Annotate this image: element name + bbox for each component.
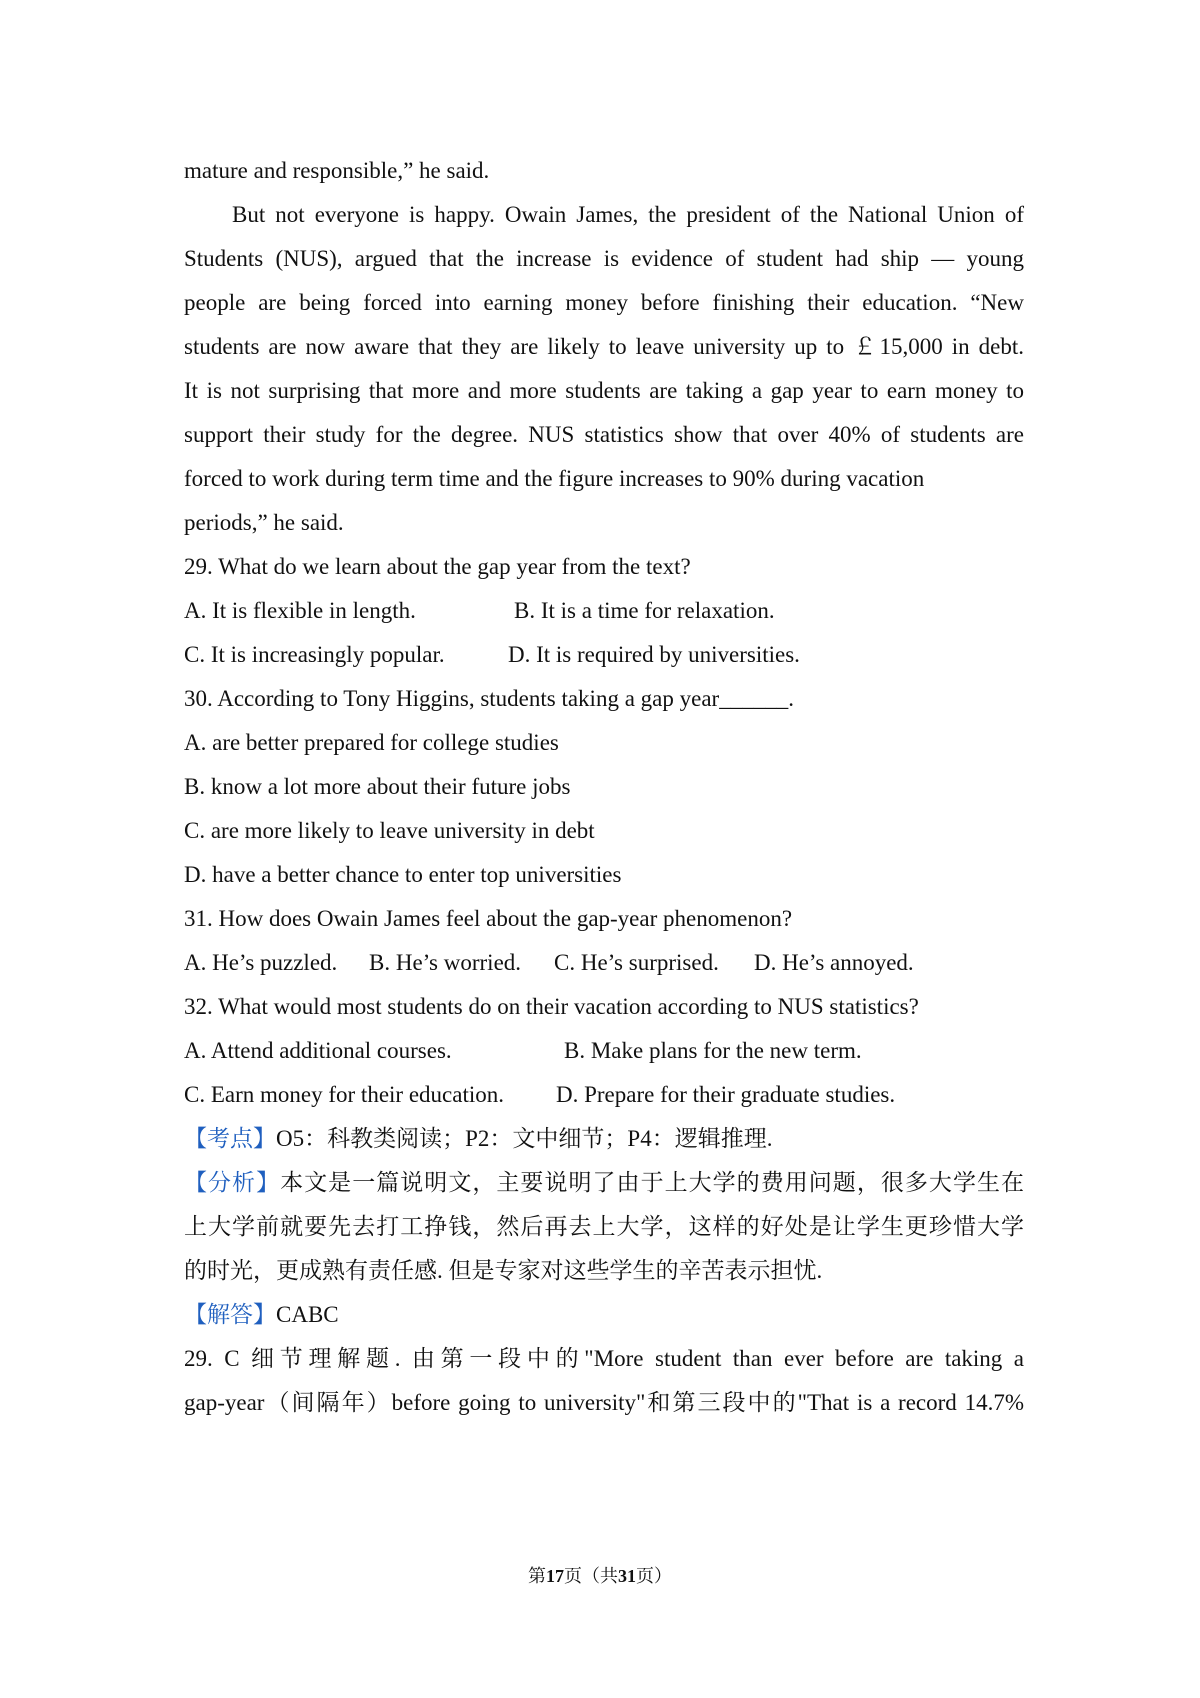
passage-line: support their study for the degree. NUS statistics show that over 40% of students are (184, 422, 1024, 447)
option-c: C. are more likely to leave university in debt (184, 818, 595, 843)
passage-line: students are now aware that they are likely to leave university up to ￡15,000 in debt. (184, 334, 1024, 359)
passage-line: mature and responsible,” he said. (184, 158, 490, 183)
explanation-line: 29. C 细节理解题. 由第一段中的"More student than ever before are taking a (184, 1346, 1024, 1371)
footer-total-pages: 31 (618, 1566, 636, 1586)
fenxi-line: 的时光，更成熟有责任感. 但是专家对这些学生的辛苦表示担忧. (184, 1258, 823, 1283)
passage-line: It is not surprising that more and more students are taking a gap year to earn money to (184, 378, 1024, 403)
fenxi-line (184, 1168, 1024, 1198)
passage-line: But not everyone is happy. Owain James, the president of the National Union of (232, 202, 1024, 227)
option-a: A. Attend additional courses. (184, 1038, 452, 1063)
fenxi-label: 【分析】 (184, 1170, 281, 1195)
option-b: B. It is a time for relaxation. (514, 598, 775, 623)
option-c: C. He’s surprised. (554, 950, 719, 975)
option-d: D. He’s annoyed. (754, 950, 914, 975)
jieda-line (184, 1300, 1024, 1330)
footer-pre: 第 (528, 1566, 546, 1586)
option-b: B. know a lot more about their future jobs (184, 774, 571, 799)
question-stem: 29. What do we learn about the gap year from the text? (184, 554, 691, 579)
option-b: B. He’s worried. (369, 950, 522, 975)
option-d: D. Prepare for their graduate studies. (556, 1082, 896, 1107)
kaodian-text: O5：科教类阅读；P2：文中细节；P4：逻辑推理. (276, 1126, 773, 1151)
jieda-label: 【解答】 (184, 1302, 276, 1327)
option-d: D. have a better chance to enter top universities (184, 862, 622, 887)
kaodian-label: 【考点】 (184, 1126, 276, 1151)
footer-post: 页） (636, 1566, 672, 1586)
option-d: D. It is required by universities. (508, 642, 800, 667)
option-c: C. It is increasingly popular. (184, 642, 445, 667)
passage-line: people are being forced into earning money before finishing their education. “New (184, 290, 1024, 315)
page-footer (0, 1564, 1200, 1588)
question-stem: 30. According to Tony Higgins, students taking a gap year______. (184, 686, 794, 711)
footer-page-number: 17 (546, 1566, 564, 1586)
option-a: A. He’s puzzled. (184, 950, 338, 975)
explanation-line: gap-year（间隔年）before going to university"和第三段中的"That is a record 14.7% (184, 1390, 1024, 1415)
question-stem: 31. How does Owain James feel about the gap-year phenomenon? (184, 906, 793, 931)
jieda-text: CABC (276, 1302, 339, 1327)
fenxi-text: 本文是一篇说明文，主要说明了由于上大学的费用问题，很多大学生在 (280, 1170, 1025, 1195)
question-stem: 32. What would most students do on their vacation according to NUS statistics? (184, 994, 919, 1019)
footer-mid: 页（共 (564, 1566, 618, 1586)
option-a: A. It is flexible in length. (184, 598, 416, 623)
passage-line: periods,” he said. (184, 510, 344, 535)
kaodian-line (184, 1124, 1024, 1154)
option-c: C. Earn money for their education. (184, 1082, 504, 1107)
option-a: A. are better prepared for college studies (184, 730, 559, 755)
fenxi-line: 上大学前就要先去打工挣钱，然后再去上大学，这样的好处是让学生更珍惜大学 (184, 1214, 1024, 1239)
option-b: B. Make plans for the new term. (564, 1038, 862, 1063)
passage-line: forced to work during term time and the figure increases to 90% during vacation (184, 466, 925, 491)
passage-line: Students (NUS), argued that the increase is evidence of student had ship — young (184, 246, 1024, 271)
